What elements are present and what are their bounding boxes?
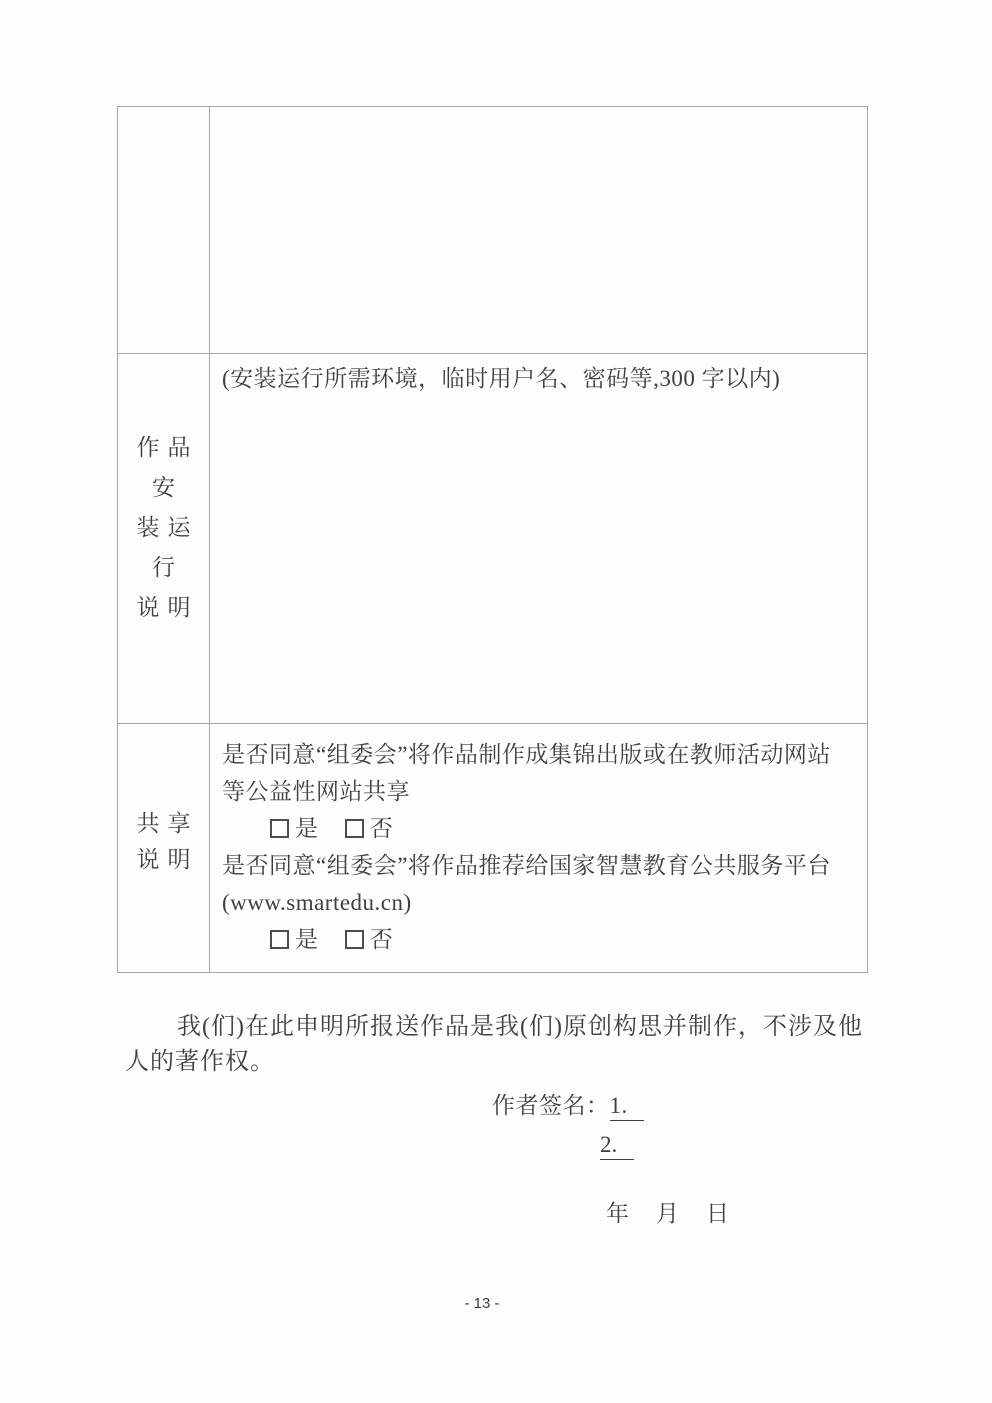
table-row-share-notes — [118, 724, 867, 972]
table-row-install-notes — [118, 354, 867, 724]
share-notes-row-label — [118, 724, 210, 972]
checkbox-q1-yes-icon[interactable] — [270, 819, 289, 838]
page-number: - 13 - — [464, 1295, 500, 1312]
share-question2-options — [222, 921, 855, 958]
submission-form-table — [117, 106, 868, 973]
share-label-line: 说明 — [136, 847, 199, 872]
share-question2-url: (www.smartedu.cn) — [222, 890, 412, 915]
signature-slot-2: 2. — [600, 1132, 634, 1160]
share-question1-text: 等公益性网站共享 — [222, 779, 410, 804]
declaration-line: 人的著作权。 — [125, 1049, 275, 1075]
install-notes-content-cell — [210, 354, 867, 723]
install-notes-row-label — [118, 354, 210, 723]
share-question1-options — [222, 810, 855, 847]
install-label-line: 说明 — [136, 595, 199, 620]
install-label-line: 作品安 — [136, 435, 199, 500]
share-notes-content-cell — [210, 724, 867, 972]
table-row-continuation — [118, 107, 867, 354]
share-label-line: 共享 — [136, 811, 199, 836]
checkbox-q2-no-icon[interactable] — [345, 930, 364, 949]
author-signature-line-1 — [492, 1087, 644, 1121]
continuation-content-cell — [210, 107, 867, 353]
checkbox-q1-no-icon[interactable] — [345, 819, 364, 838]
date-line — [606, 1195, 729, 1228]
date-year-label: 年 — [606, 1201, 629, 1226]
originality-declaration — [125, 1010, 870, 1080]
checkbox-q2-yes-icon[interactable] — [270, 930, 289, 949]
date-month-label: 月 — [656, 1201, 679, 1226]
date-day-label: 日 — [706, 1201, 729, 1226]
share-question2-text: 是否同意“组委会”将作品推荐给国家智慧教育公共服务平台 — [222, 853, 831, 878]
install-notes-hint: (安装运行所需环境，临时用户名、密码等,300 字以内) — [222, 366, 781, 391]
author-signature-line-2 — [600, 1132, 634, 1160]
author-signature-label: 作者签名： — [492, 1093, 610, 1118]
checkbox-q2-yes-label: 是 — [295, 927, 319, 952]
checkbox-q1-no-label: 否 — [369, 816, 394, 841]
checkbox-q2-no-label: 否 — [369, 927, 394, 952]
declaration-line: 我(们)在此申明所报送作品是我(们)原创构思并制作，不涉及他 — [177, 1014, 863, 1040]
share-question1-text: 是否同意“组委会”将作品制作成集锦出版或在教师活动网站 — [222, 742, 831, 767]
install-label-line: 装运行 — [136, 515, 199, 580]
signature-slot-1: 1. — [610, 1093, 644, 1121]
continuation-label-cell — [118, 107, 210, 353]
checkbox-q1-yes-label: 是 — [295, 816, 319, 841]
